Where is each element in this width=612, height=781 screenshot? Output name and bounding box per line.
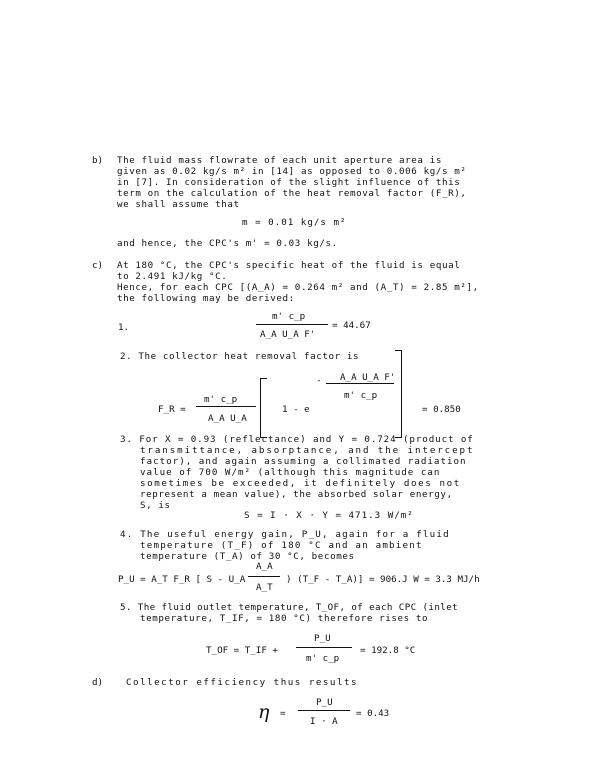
item-5-lhs: T_OF = T_IF + [206,645,278,656]
item-5-result: = 192.8 °C [360,645,416,656]
efficiency-fraction-bar [298,710,350,711]
section-b-label: b) [92,155,104,166]
section-d-text: Collector efficiency thus results [126,677,359,688]
item-2-fraction-bar [196,406,256,407]
section-c-line-4: the following may be derived: [117,293,295,304]
section-b-line-1: The fluid mass flowrate of each unit aperture area is [117,155,442,166]
item-4-line-3: temperature (T_A) of 30 °C, becomes [140,551,355,562]
item-4-rhs: ) (T_F - T_A)] = 906.J W = 3.3 MJ/h [286,574,480,585]
section-b-line-5: we shall assume that [117,199,240,210]
item-3-line-7: S, is [140,500,171,511]
item-5-frac-numerator: P_U [314,633,331,644]
left-bracket [260,378,267,438]
efficiency-denominator: I · A [310,716,338,727]
efficiency-equals: = [280,708,286,719]
absorbed-energy-equation: S = I · X · Y = 471.3 W/m² [244,510,414,521]
item-2-text: 2. The collector heat removal factor is [120,351,360,362]
item-2-frac-numerator: m' c_p [204,394,238,405]
section-b-line-4: term on the calculation of the heat removal factor (F_R), [117,188,467,199]
item-4-frac-denominator: A_T [256,582,273,593]
item-3-line-6: represent a mean value), the absorbed solar energy, [140,489,453,500]
item-1-number: 1. [118,322,130,333]
item-5-line-2: temperature, T_IF, = 180 °C) therefore rises to [140,613,429,624]
item-1-fraction-bar [256,324,328,325]
item-1-numerator: m' c_p [272,311,306,322]
section-b-conclusion: and hence, the CPC's m' = 0.03 kg/s. [117,238,338,249]
item-4-frac-numerator: A_A [256,561,273,572]
item-2-exp-fraction-bar [326,383,394,384]
item-2-exp-minus: - [316,375,322,386]
item-2-exp-numerator: A_A U_A F' [340,372,396,383]
item-3-line-1: 3. For X = 0.93 (reflectance) and Y = 0.724 (product of [120,434,474,445]
section-d-label: d) [92,677,104,688]
item-1-result: = 44.67 [332,320,371,331]
item-1-denominator: A_A U_A F' [260,329,316,340]
section-b-line-2: given as 0.02 kg/s m² in [14] as opposed to 0.006 kg/s m² [117,166,467,177]
item-5-line-1: 5. The fluid outlet temperature, T_OF, of each CPC (inlet [120,602,459,613]
item-2-frac-denominator: A_A U_A [208,413,247,424]
efficiency-result: = 0.43 [356,708,390,719]
item-5-fraction-bar [296,647,352,648]
section-c-line-1: At 180 °C, the CPC's specific heat of the fluid is equal [117,260,461,271]
mass-flow-equation: m = 0.01 kg/s m² [242,217,347,228]
section-c-line-3: Hence, for each CPC [(A_A) = 0.264 m² and (A_T) = 2.85 m²], [117,282,479,293]
item-4-line-1: 4. The useful energy gain, P_U, again for a fluid [120,529,450,540]
item-2-exp-denominator: m' c_p [344,390,378,401]
efficiency-symbol: η [258,701,270,723]
item-4-fraction-bar [248,576,280,577]
item-3-line-3: factor), and again assuming a collimated radiation [140,456,467,467]
efficiency-numerator: P_U [316,697,333,708]
item-2-lhs: F_R = [158,404,186,415]
item-3-line-4: value of 700 W/m² (although this magnitude can [140,467,441,478]
right-bracket [395,350,402,438]
item-3-line-2: transmittance, absorptance, and the intercept [140,445,475,456]
item-2-result: = 0.850 [422,404,461,415]
section-c-line-2: to 2.491 kJ/kg °C. [117,271,228,282]
section-b-line-3: in [7]. In consideration of the slight influence of this [117,177,461,188]
item-5-frac-denominator: m' c_p [306,653,340,664]
item-4-lhs: P_U = A_T F_R [ S - U_A [118,574,246,585]
item-4-line-2: temperature (T_F) of 180 °C and an ambient [140,540,423,551]
item-2-one-minus-e: 1 - e [282,404,310,415]
section-c-label: c) [92,260,104,271]
item-3-line-5: sometimes be exceeded, it definitely does not [140,478,461,489]
